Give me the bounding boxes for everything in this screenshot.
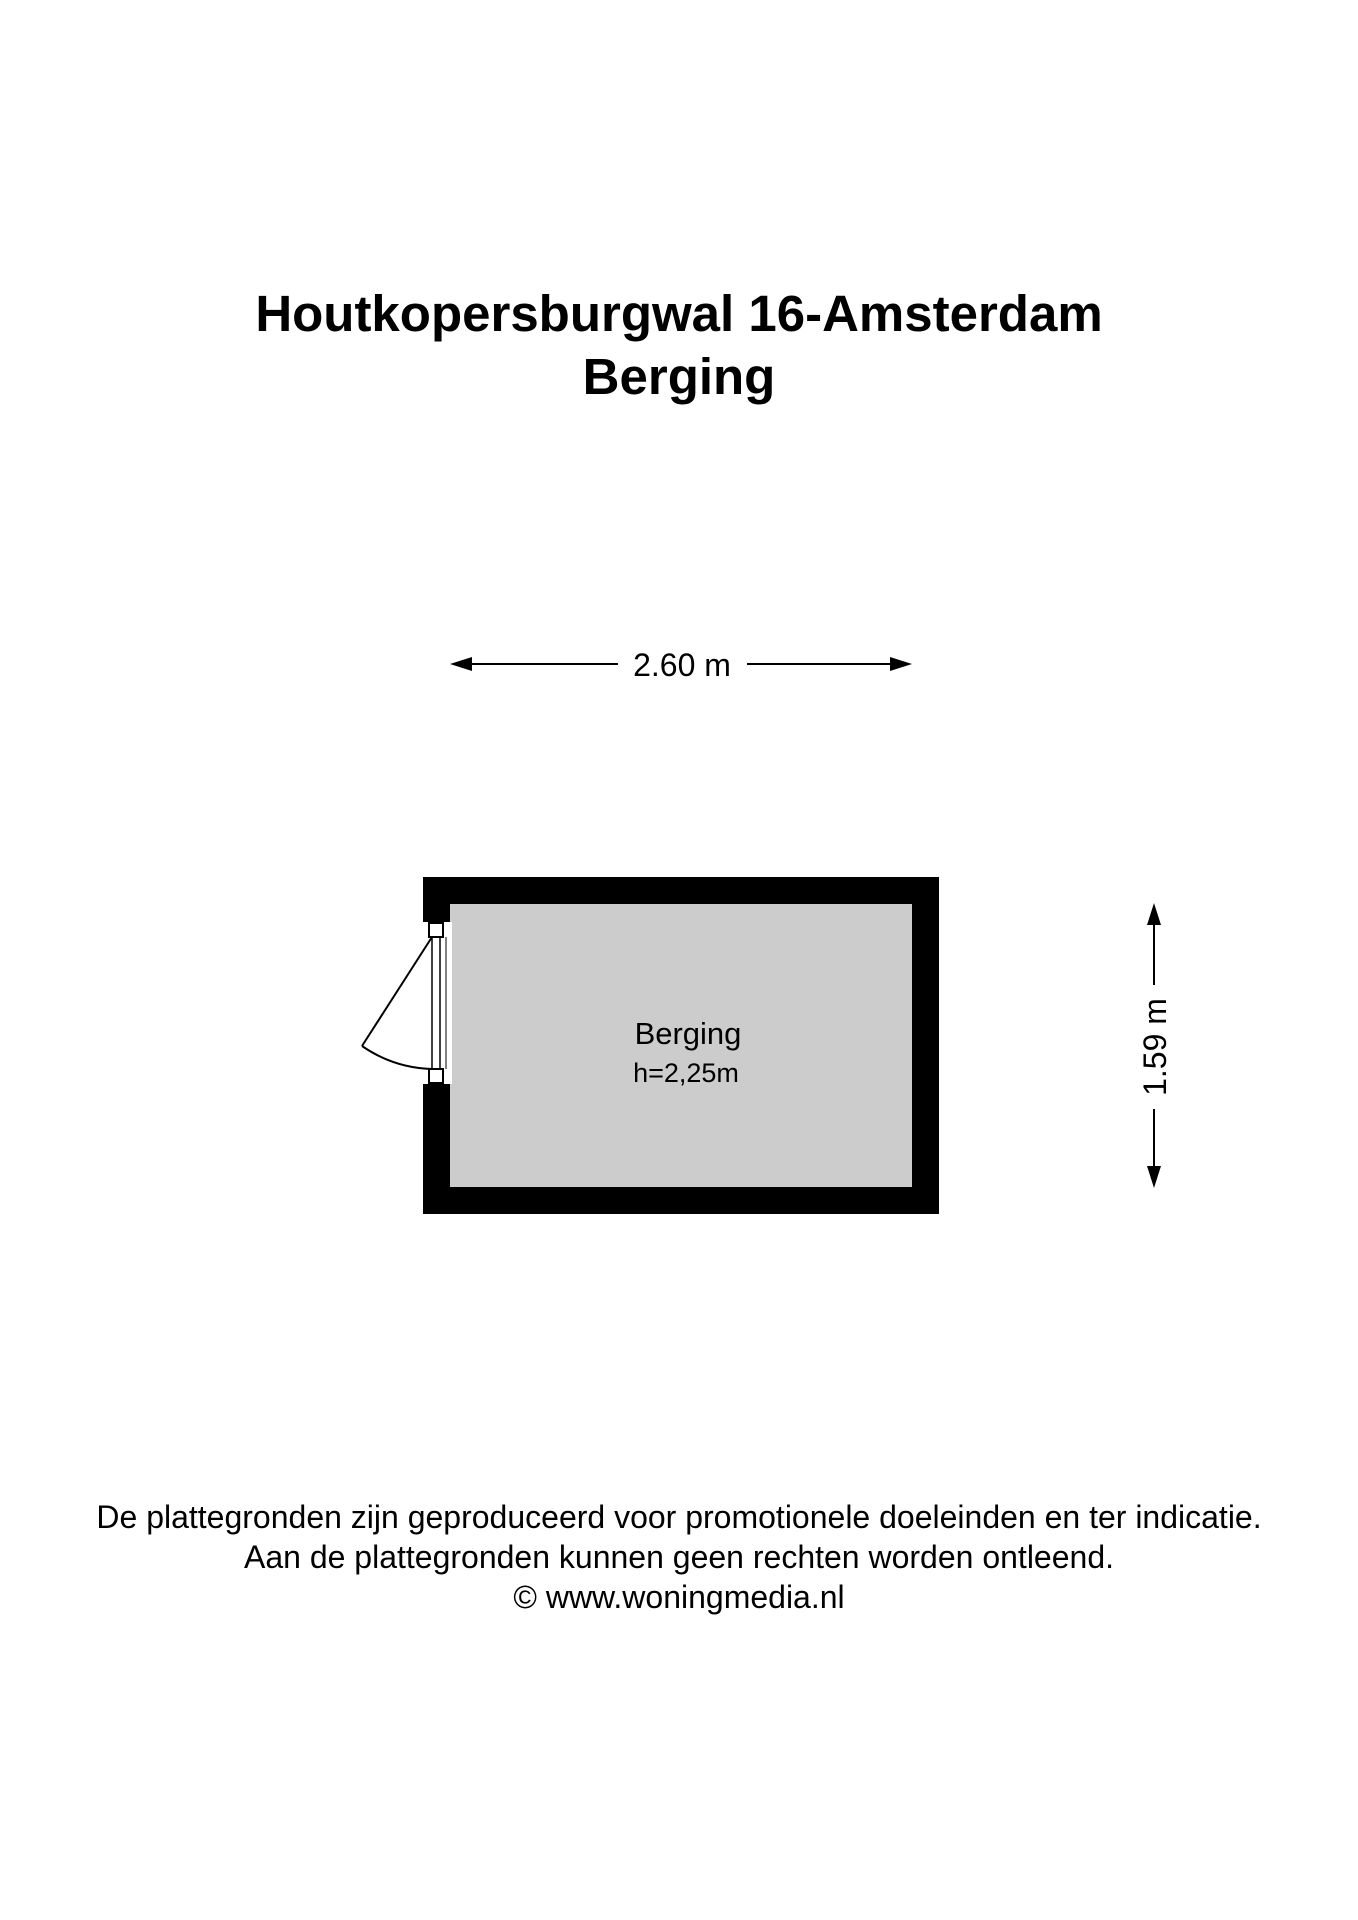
disclaimer-line: De plattegronden zijn geproduceerd voor promotionele doeleinden en ter indicatie. — [96, 1499, 1262, 1535]
width-arrow-right-icon — [890, 657, 912, 671]
width-dimension-label: 2.60 m — [633, 647, 731, 683]
copyright-line: © www.woningmedia.nl — [513, 1579, 845, 1615]
disclaimer — [0, 1497, 1358, 1617]
door-frame-bottom — [429, 1069, 443, 1083]
door-frame-top — [429, 923, 443, 937]
room-name-label: Berging — [634, 1016, 742, 1051]
page-title: Houtkopersburgwal 16-Amsterdam — [255, 285, 1103, 342]
depth-arrow-down-icon — [1147, 1166, 1161, 1188]
room-height-label: h=2,25m — [633, 1058, 739, 1088]
depth-arrow-up-icon — [1147, 903, 1161, 925]
width-arrow-left-icon — [450, 657, 472, 671]
depth-dimension-label: 1.59 m — [1137, 998, 1173, 1096]
page-subtitle: Berging — [582, 348, 776, 405]
disclaimer-line: Aan de plattegronden kunnen geen rechten worden ontleend. — [243, 1539, 1114, 1575]
